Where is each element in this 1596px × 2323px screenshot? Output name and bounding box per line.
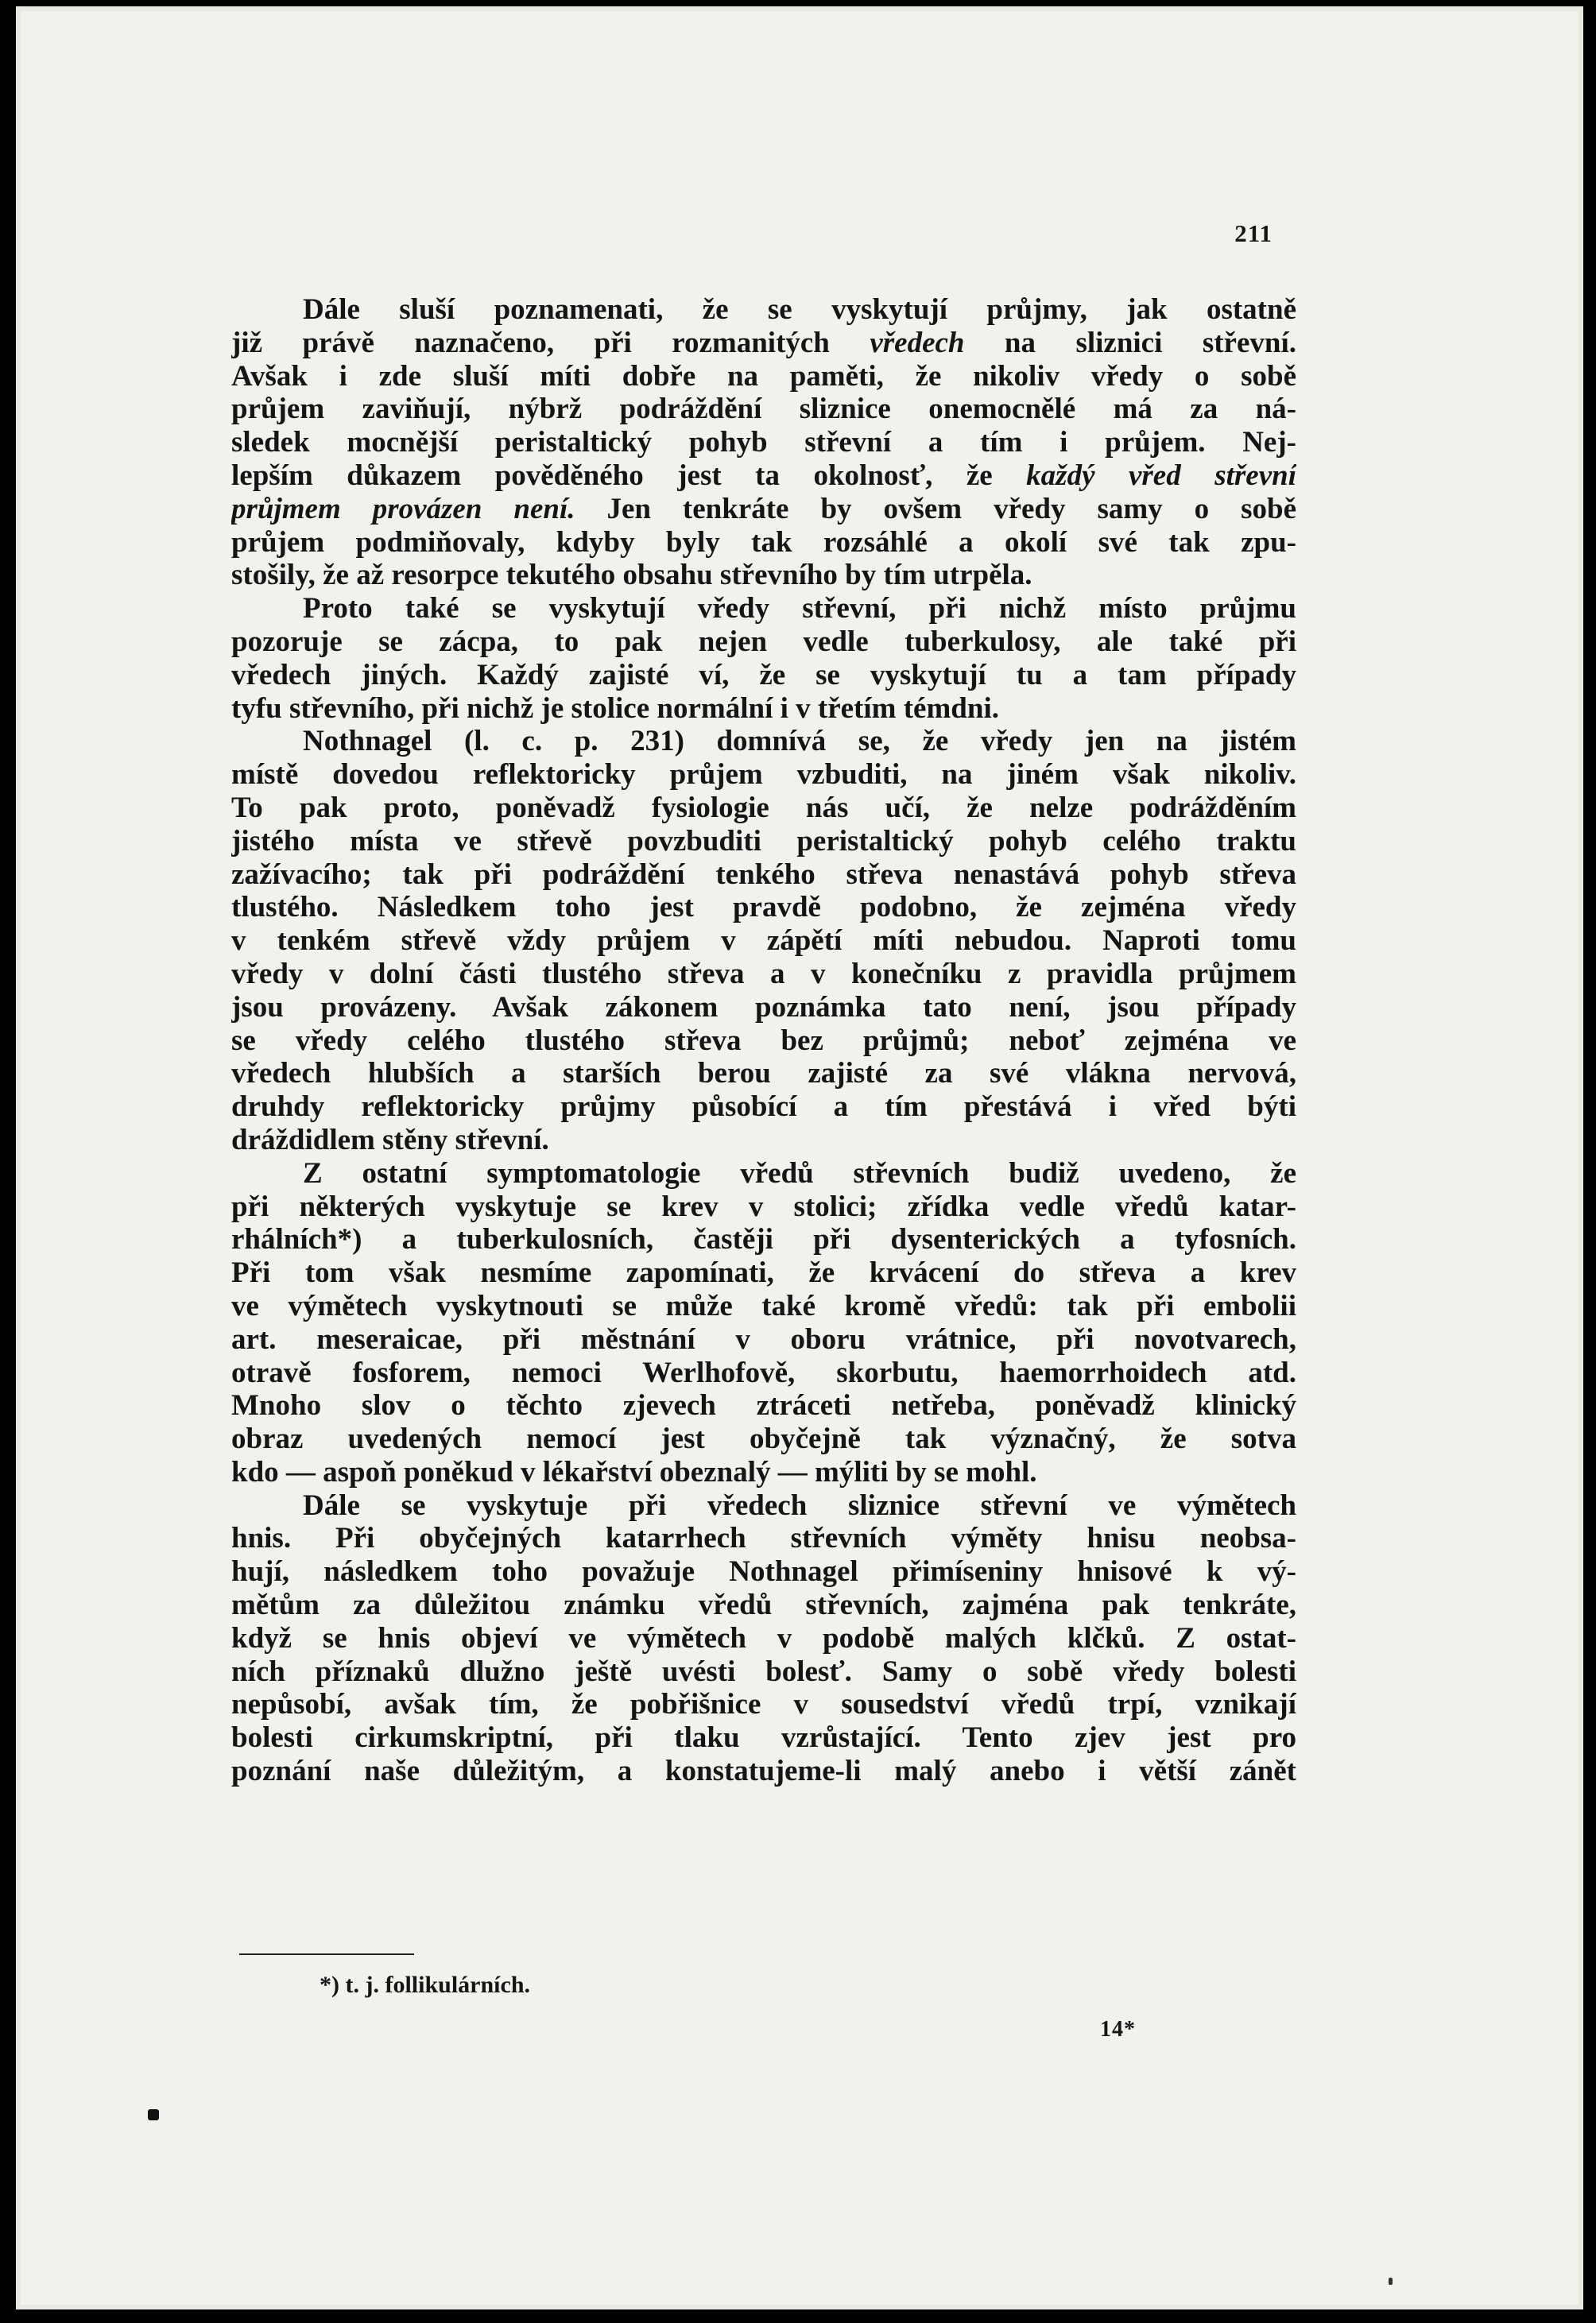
text-segment: se vředy celého tlustého střeva bez průjmů; neboť zejména ve [231,1024,1296,1057]
text-line [231,924,1296,958]
text-segment: Při tom však nesmíme zapomínati, že krvácení do střeva a krev [231,1256,1296,1290]
text-line [231,1688,1296,1721]
text-line [231,459,1296,493]
footnote: *) t. j. follikulárních. [320,1972,531,1998]
text-segment: Mnoho slov o těchto zjevech ztráceti netřeba, poněvadž klinický [231,1389,1296,1423]
text-segment: Avšak i zde sluší míti dobře na paměti, že nikoliv vředy o sobě [231,359,1296,393]
text-segment: jistého místa ve střevě povzbuditi peristaltický pohyb celého traktu [231,824,1296,858]
text-segment: místě dovedou reflektoricky průjem vzbuditi, na jiném však nikoliv. [231,758,1296,792]
text-line [231,1124,1296,1157]
text-segment: průjem zaviňují, nýbrž podráždění sliznice onemocnělé má za ná- [231,393,1296,426]
text-line [231,1555,1296,1589]
text-line [231,858,1296,892]
text-line [231,1191,1296,1224]
text-segment: vředech jiných. Každý zajisté ví, že se vyskytují tu a tam případy [231,658,1296,691]
text-segment: Nothnagel (l. c. p. 231) domnívá se, že vředy jen na jistém [303,725,1296,758]
text-line [231,1522,1296,1555]
text-line [231,1622,1296,1655]
text-line [231,991,1296,1024]
text-segment: dráždidlem stěny střevní. [231,1123,549,1156]
text-segment: lepším důkazem pověděného jest ta okolnosť, že [231,459,1027,492]
emphasized-text: vředech [870,326,965,359]
text-line [231,592,1296,625]
text-line [231,526,1296,559]
text-line [231,493,1296,526]
text-line [231,1489,1296,1523]
book-page [16,6,1583,2309]
text-segment: při některých vyskytuje se krev v stolici; zřídka vedle vředů katar- [231,1190,1296,1223]
text-line [231,625,1296,659]
text-segment: v tenkém střevě vždy průjem v zápětí míti nebudou. Naproti tomu [231,924,1296,958]
text-line [231,1423,1296,1456]
text-line [231,360,1296,393]
text-segment: sledek mocnější peristaltický pohyb střevní a tím i průjem. Nej- [231,426,1296,459]
text-segment: pozoruje se zácpa, to pak nejen vedle tuberkulosy, ale také při [231,625,1296,658]
body-text [231,293,1296,1788]
text-line [231,958,1296,991]
text-line [231,1223,1296,1256]
text-segment: Dále se vyskytuje při vředech sliznice střevní ve výmětech [303,1489,1296,1522]
text-line [231,1721,1296,1755]
text-segment: již právě naznačeno, při rozmanitých [231,326,870,359]
text-segment: vředy v dolní části tlustého střeva a v konečníku z pravidla průjmem [231,957,1296,990]
text-segment: mětům za důležitou známku vředů střevních, zajména pak tenkráte, [231,1589,1296,1622]
text-line [231,1456,1296,1489]
text-segment: ních příznaků dlužno ještě uvésti bolesť. Samy o sobě vředy bolesti [231,1655,1296,1688]
text-segment: art. meseraicae, při městnání v oboru vrátnice, při novotvarech, [231,1322,1296,1356]
text-segment: jsou provázeny. Avšak zákonem poznámka tato není, jsou případy [231,990,1296,1024]
text-line [231,1256,1296,1290]
text-segment: když se hnis objeví ve výmětech v podobě malých klčků. Z ostat- [231,1621,1296,1655]
text-segment: kdo — aspoň poněkud v lékařství obeznalý — mýliti by se mohl. [231,1455,1037,1489]
text-line [231,692,1296,726]
text-line [231,1090,1296,1124]
text-line [231,1323,1296,1357]
text-line [231,1389,1296,1423]
text-line [231,426,1296,459]
footnote-rule [239,1953,414,1955]
text-segment: otravě fosforem, nemoci Werlhofově, skorbutu, haemorrhoidech atd. [231,1356,1296,1389]
text-line [231,792,1296,825]
signature-mark: 14* [1100,2017,1136,2042]
text-segment: poznání naše důležitým, a konstatujeme-li malý anebo i větší zánět [231,1755,1296,1788]
text-segment: tyfu střevního, při nichž je stolice normální i v třetím témdni. [231,691,999,725]
text-line [231,1024,1296,1058]
text-line [231,1755,1296,1788]
text-segment: druhdy reflektoricky průjmy působící a tím přestává i vřed býti [231,1090,1296,1124]
text-segment: To pak proto, poněvadž fysiologie nás učí, že nelze podrážděním [231,791,1296,824]
emphasized-text: každý vřed střevní [1026,459,1296,492]
text-line [231,393,1296,426]
scan-speck-small [1389,2278,1393,2285]
text-segment: bolesti cirkumskriptní, při tlaku vzrůstající. Tento zjev jest pro [231,1721,1296,1755]
text-line [231,1357,1296,1390]
text-segment: Dále sluší poznamenati, že se vyskytují průjmy, jak ostatně [303,293,1296,326]
text-segment: tlustého. Následkem toho jest pravdě podobno, že zejména vředy [231,891,1296,924]
text-line [231,825,1296,858]
text-segment: Jen tenkráte by ovšem vředy samy o sobě [575,492,1296,525]
text-line [231,1589,1296,1622]
text-segment: stošily, že až resorpce tekutého obsahu střevního by tím utrpěla. [231,559,1032,592]
text-line [231,725,1296,758]
text-line [231,1655,1296,1689]
text-segment: Proto také se vyskytují vředy střevní, při nichž místo průjmu [303,592,1296,625]
text-line [231,1057,1296,1090]
scan-speck [148,2109,159,2120]
text-segment: zažívacího; tak při podráždění tenkého střeva nenastává pohyb střeva [231,858,1296,891]
text-line [231,891,1296,924]
text-line [231,293,1296,327]
text-line [231,327,1296,360]
text-line [231,1157,1296,1191]
page-number: 211 [1234,219,1273,247]
text-segment: hnis. Při obyčejných katarrhech střevních výměty hnisu neobsa- [231,1522,1296,1555]
text-line [231,559,1296,592]
text-segment: obraz uvedených nemocí jest obyčejně tak význačný, že sotva [231,1423,1296,1456]
text-segment: nepůsobí, avšak tím, že pobřišnice v sousedství vředů trpí, vznikají [231,1688,1296,1721]
text-line [231,758,1296,792]
text-segment: na sliznici střevní. [964,326,1296,359]
text-line [231,1290,1296,1323]
text-segment: průjem podmiňovaly, kdyby byly tak rozsáhlé a okolí své tak zpu- [231,525,1296,559]
text-segment: Z ostatní symptomatologie vředů střevních budiž uvedeno, že [303,1156,1296,1190]
text-line [231,659,1296,692]
text-segment: hují, následkem toho považuje Nothnagel přimíseniny hnisové k vý- [231,1555,1296,1589]
text-segment: ve výmětech vyskytnouti se může také kromě vředů: tak při embolii [231,1289,1296,1322]
text-segment: rhálních*) a tuberkulosních, častěji při dysenterických a tyfosních. [231,1223,1296,1256]
emphasized-text: průjmem provázen není. [231,492,575,525]
text-segment: vředech hlubších a starších berou zajisté za své vlákna nervová, [231,1057,1296,1090]
